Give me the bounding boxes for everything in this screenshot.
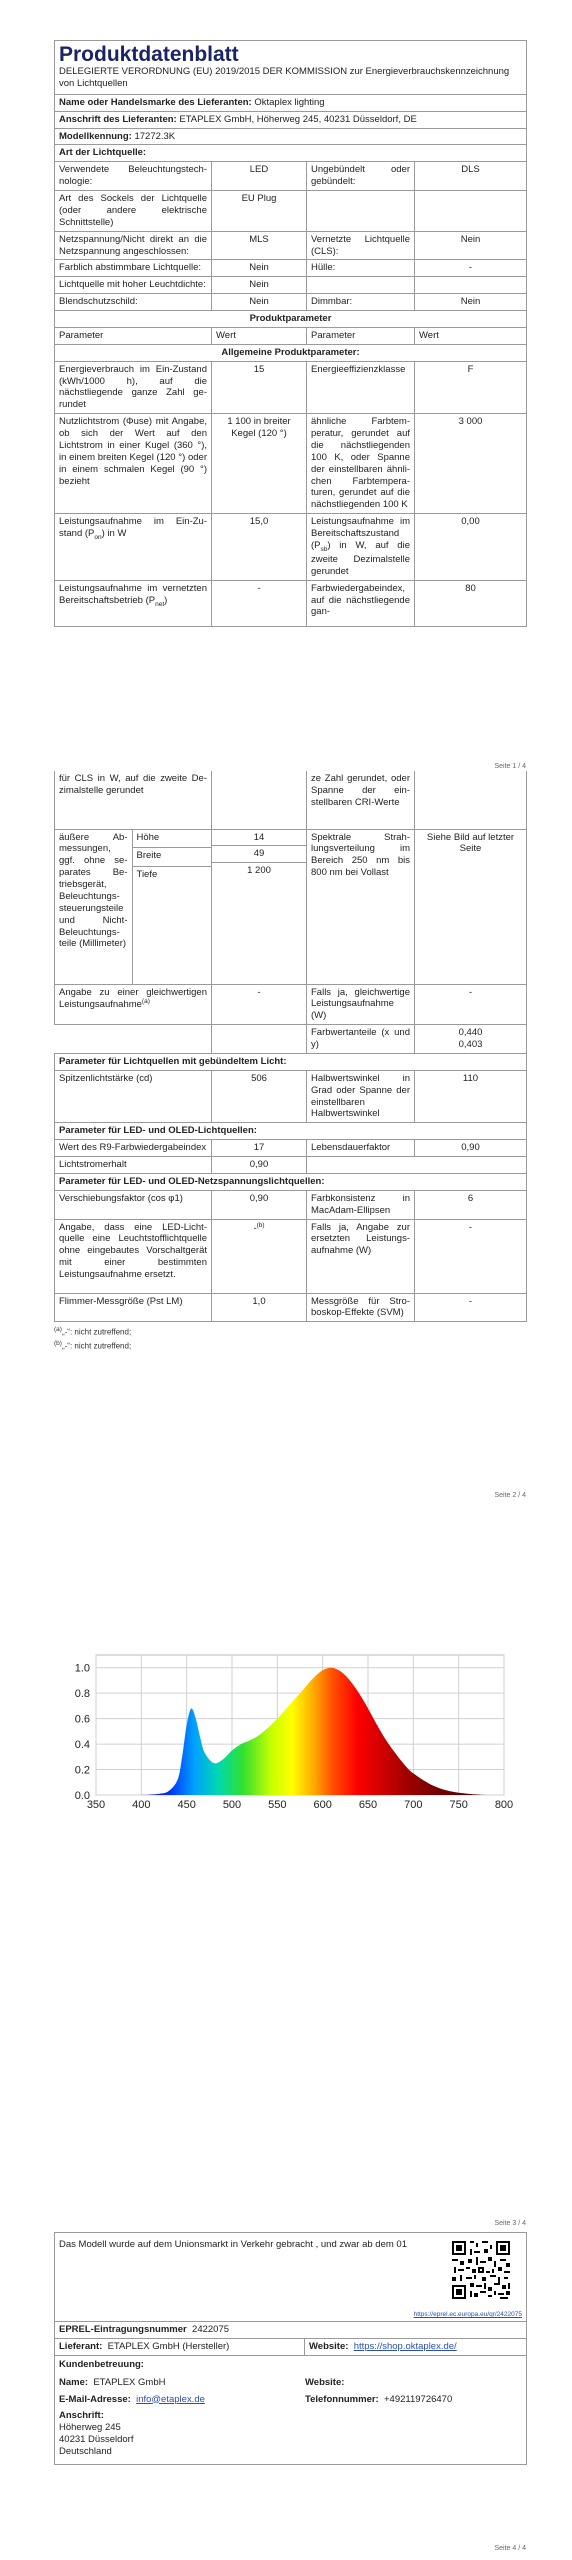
y-tick-label: 0.0: [74, 1790, 90, 1802]
dim-value: 1 200: [247, 865, 271, 877]
column-header-row: Parameter Wert Parameter Wert: [55, 327, 527, 344]
table-row: Leistungsaufnahme im vernetzten Bereitschaftsbetrieb $(P_{net})$ - Farbwiedergabeindex, auf die nächstliegende gan- 80: [55, 580, 527, 626]
x-tick-label: 450: [177, 1799, 196, 1811]
table-row: Verschiebungsfaktor (cos φ1) 0,90 Farbkonsistenz in MacAdam-Ellipsen 6: [55, 1190, 527, 1219]
customer-service-block: Kundenbetreuung: Name: ETAPLEX GmbH Website: E-Mail-Adresse: info@etaplex.de Telefonnummer: +492119726470 Anschrift: Höherweg 245 40231 Düsseldorf Deutschland: [55, 2355, 527, 2464]
market-text: Das Modell wurde auf dem Unionsmarkt in Verkehr gebracht , und zwar ab dem 01: [59, 2239, 407, 2250]
table-row: Farblich abstimmbare Lichtquelle: Nein Hülle: -: [55, 260, 527, 277]
dim-value: 49: [212, 846, 306, 863]
y-tick-label: 0.8: [74, 1688, 90, 1701]
supplier-address-row: Anschrift des Lieferanten: ETAPLEX GmbH, Höherweg 245, 40231 Düsseldorf, DE: [55, 111, 527, 128]
table-row: Verwendete Beleuchtungstechnologie: LED Ungebündelt oder gebündelt: DLS: [55, 162, 527, 191]
table-row: Nutzlichtstrom (Φuse) mit Angabe, ob sich der Wert auf den Lichtstrom in einer Kugel (360 °), in einem breiten Kegel (120 °) oder in einem schmalen Kegel (90 °) bezieht 1 100 in breiter Kegel (120 °) ähnliche Farbtemperatur, gerundet auf die nächstliegenden 100 K, oder Spanne der einstellbaren ähnlichen Farbtemperaturen, gerundet auf die nächstliegenden 100 K 3 000: [55, 414, 527, 514]
model-row: Modellkennung: 17272.3K: [55, 128, 527, 145]
page-number-1: Seite 1 / 4: [494, 763, 526, 770]
eprel-row: EPREL-Eintragungsnummer 2422075: [55, 2322, 527, 2339]
general-params-heading: Allgemeine Produktparameter:: [55, 344, 527, 361]
table-row: Netzspannung/Nicht direkt an die Netzspannung angeschlossen: MLS Vernetzte Lichtquelle (CLS): Nein: [55, 231, 527, 260]
table-row: Art des Sockels der Lichtquelle (oder andere elektrische Schnittstelle) EU Plug: [55, 191, 527, 232]
page-2: [54, 771, 526, 1352]
table-row: Lichtquelle mit hoher Leuchtdichte: Nein: [55, 277, 527, 294]
x-tick-label: 800: [494, 1799, 514, 1811]
email-link[interactable]: info@etaplex.de: [136, 2393, 205, 2405]
datasheet-table-2: [54, 771, 527, 1322]
x-tick-label: 650: [358, 1799, 378, 1811]
spectrum-chart: [60, 1645, 520, 1815]
x-tick-label: 600: [313, 1799, 332, 1811]
dim-key: Höhe: [132, 830, 212, 848]
table-row: Lichtstromerhalt 0,90: [55, 1157, 527, 1174]
table-row: Leistungsaufnahme im Ein-Zustand $(P_{on})$ in W 15,0 Leistungsaufnahme im Bereitschaftszustand $(P_{sb})$ in W, auf die zweite Dezimalstelle gerundet 0,00: [55, 514, 527, 581]
table-row: Spitzenlichtstärke (cd) 506 Halbwertswinkel in Grad oder Spanne der einstellbaren Halbwertswinkel 110: [55, 1070, 527, 1123]
website-cell: Website: https://shop.oktaplex.de/: [305, 2338, 527, 2355]
dim-value: 14: [212, 830, 306, 847]
x-axis-ticks: [87, 1799, 513, 1811]
directional-heading: Parameter für Lichtquellen mit gebündeltem Licht:: [55, 1053, 527, 1070]
table-row: Angabe, dass eine LED-Lichtquelle eine Leuchtstofflichtquelle ohne eingebautes Vorschaltgerät mit einer bestimmten Leistungsaufnahme ersetzt. -$^{(b)}$ Falls ja, Angabe zur ersetzten Leistungsaufnahme (W) -: [55, 1219, 527, 1293]
page-1: [54, 40, 526, 627]
supplier-cell: Lieferant: ETAPLEX GmbH (Hersteller): [55, 2338, 305, 2355]
dim-key: Tiefe: [132, 866, 212, 884]
table-row: Blendschutzschild: Nein Dimmbar: Nein: [55, 294, 527, 311]
qr-code-icon: [450, 2239, 512, 2301]
x-tick-label: 350: [86, 1799, 106, 1811]
dim-key: Breite: [132, 848, 212, 867]
table-row: Flimmer-Messgröße (Pst LM) 1,0 Messgröße für Stroboskop-Effekte (SVM) -: [55, 1293, 527, 1322]
y-axis-ticks: [75, 1663, 90, 1802]
table-row: Wert des R9-Farbwiedergabeindex 17 Lebensdauerfaktor 0,90: [55, 1140, 527, 1157]
website-link[interactable]: https://shop.oktaplex.de/: [353, 2340, 457, 2352]
page-4: [54, 2232, 526, 2465]
params-heading: Produktparameter: [55, 311, 527, 328]
table-row: Farbwertanteile (x und y) 0,440 0,403: [55, 1025, 527, 1054]
regulation-text: DELEGIERTE VERORDNUNG (EU) 2019/2015 DER KOMMISSION zur Energieverbrauchskennzeichnung von Lichtquellen: [59, 66, 510, 89]
x-tick-label: 700: [404, 1799, 423, 1811]
footnote-b: $^{(b)}$„-“: nicht zutreffend;: [54, 1339, 132, 1351]
supplier-info-table: [54, 2232, 527, 2465]
y-tick-label: 1.0: [74, 1662, 90, 1675]
eprel-link[interactable]: https://eprel.ec.europa.eu/qr/2422075: [413, 2310, 522, 2318]
page-title: Produktdatenblatt: [59, 43, 239, 66]
y-tick-label: 0.2: [74, 1764, 90, 1777]
y-tick-label: 0.6: [74, 1713, 90, 1726]
page-number-3: Seite 3 / 4: [494, 2220, 526, 2227]
x-tick-label: 500: [222, 1799, 242, 1811]
table-row: Energieverbrauch im Ein-Zustand (kWh/1000 h), auf die nächstliegende ganze Zahl gerundet 15 Energieeffizienzklasse F: [55, 361, 527, 414]
dimensions-row: äußere Abmessungen, ggf. ohne separates Betriebsgerät, Beleuchtungssteuerungsteile und Nicht-Beleuchtungsteile (Millimeter) Höhe Breite Tiefe 14 49 1 200 Spektrale Strahlungsverteilung im Bereich 250 nm bis 800 nm bei Vollast Siehe Bild auf letzter Seite: [55, 829, 527, 984]
mls-heading: Parameter für LED- und OLED-Netzspannungslichtquellen:: [55, 1173, 527, 1190]
footnote-a: $^{(a)}$„-“: nicht zutreffend;: [54, 1326, 132, 1337]
x-tick-label: 550: [268, 1799, 287, 1811]
page-number-4: Seite 4 / 4: [494, 2545, 526, 2552]
supplier-name-row: Name oder Handelsmarke des Lieferanten: Oktaplex lighting: [55, 94, 527, 111]
x-tick-label: 750: [449, 1799, 468, 1811]
table-row: Angabe zu einer gleichwertigen Leistungsaufnahme$^{(a)}$ - Falls ja, gleichwertige Leistungsaufnahme (W) -: [55, 984, 527, 1025]
led-heading: Parameter für LED- und OLED-Lichtquellen:: [55, 1123, 527, 1140]
page-number-2: Seite 2 / 4: [494, 1492, 526, 1499]
table-row: für CLS in W, auf die zweite Dezimalstelle gerundet ze Zahl gerundet, oder Spanne der einstellbaren CRI-Werte: [55, 771, 527, 829]
datasheet-table-1: [54, 40, 527, 627]
y-tick-label: 0.4: [74, 1739, 90, 1752]
light-type-heading: Art der Lichtquelle:: [55, 145, 527, 162]
x-tick-label: 400: [132, 1799, 151, 1811]
